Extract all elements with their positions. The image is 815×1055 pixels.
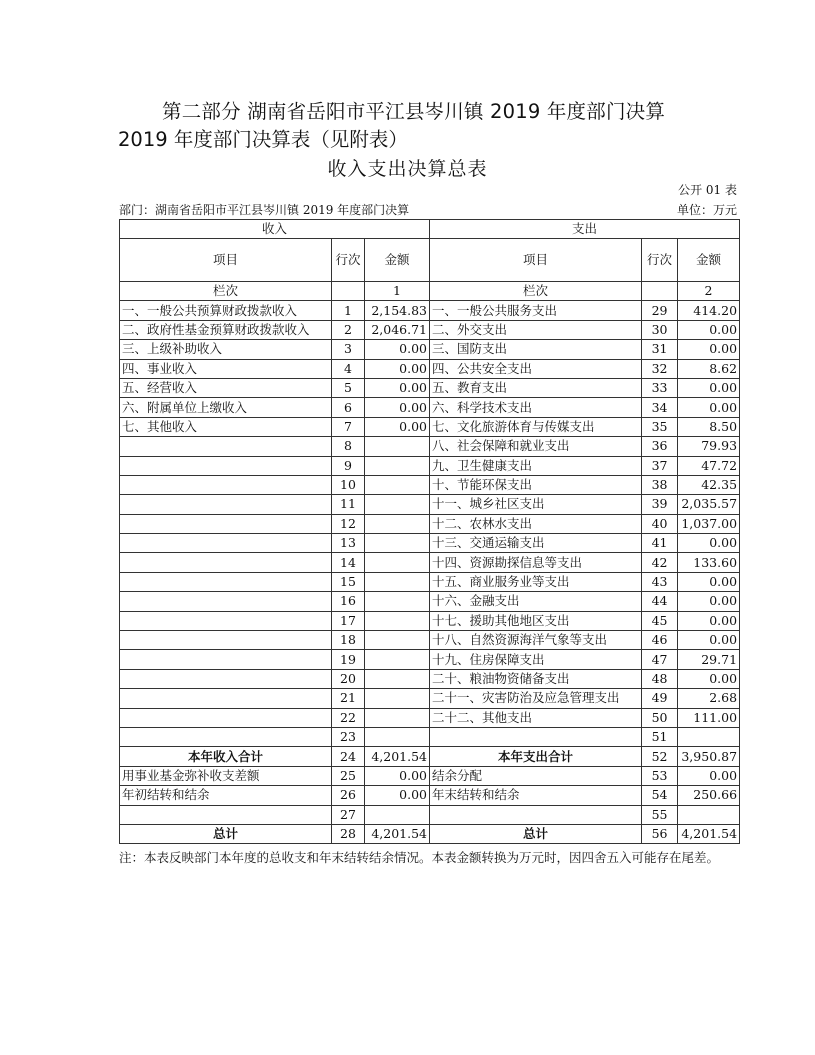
income-amount-cell: 0.00	[365, 398, 430, 417]
expense-amount-cell	[678, 727, 740, 746]
income-item-cell	[120, 514, 332, 533]
page-heading	[162, 96, 665, 124]
income-item-cell	[120, 631, 332, 650]
expense-item-cell: 十三、交通运输支出	[430, 534, 642, 553]
expense-amount-cell: 0.00	[678, 320, 740, 339]
expense-row-no-cell: 32	[642, 359, 678, 378]
income-item-cell	[120, 650, 332, 669]
expense-row-no-cell: 48	[642, 669, 678, 688]
expense-row-no-cell: 52	[642, 747, 678, 766]
expense-amount-cell: 0.00	[678, 631, 740, 650]
table-title: 收入支出决算总表	[327, 158, 488, 180]
expense-item-cell: 十六、金融支出	[430, 592, 642, 611]
column-number-row	[120, 282, 740, 301]
income-item-cell	[120, 611, 332, 630]
expense-row-no-cell: 30	[642, 320, 678, 339]
income-amount-cell	[365, 514, 430, 533]
expense-item-cell	[430, 727, 642, 746]
income-item-cell: 一、一般公共预算财政拨款收入	[120, 301, 332, 320]
income-item-cell: 六、附属单位上缴收入	[120, 398, 332, 417]
table-row	[120, 495, 740, 514]
expense-item-cell: 十八、自然资源海洋气象等支出	[430, 631, 642, 650]
expense-row-no-cell: 47	[642, 650, 678, 669]
expense-amount-cell: 42.35	[678, 475, 740, 494]
expense-item-cell: 二十、粮油物资储备支出	[430, 669, 642, 688]
income-item-cell: 五、经营收入	[120, 378, 332, 397]
income-amount-cell: 2,046.71	[365, 320, 430, 339]
expense-item-cell: 二十一、灾害防治及应急管理支出	[430, 689, 642, 708]
income-col-no-label: 栏次	[120, 282, 332, 301]
table-row	[120, 378, 740, 397]
table-row	[120, 747, 740, 766]
table-row	[120, 592, 740, 611]
income-amount-cell: 0.00	[365, 340, 430, 359]
section-header-row	[120, 220, 740, 239]
income-amount-cell	[365, 650, 430, 669]
income-row-no-cell: 3	[332, 340, 365, 359]
expense-amount-cell: 1,037.00	[678, 514, 740, 533]
table-row	[120, 708, 740, 727]
expense-amount-cell: 0.00	[678, 378, 740, 397]
table-row	[120, 340, 740, 359]
income-item-cell	[120, 669, 332, 688]
expense-amount-cell: 250.66	[678, 786, 740, 805]
income-item-cell: 七、其他收入	[120, 417, 332, 436]
income-item-cell	[120, 592, 332, 611]
expense-row-no-cell: 46	[642, 631, 678, 650]
expense-row-no-cell: 35	[642, 417, 678, 436]
expense-row-no-cell: 33	[642, 378, 678, 397]
expense-amount-cell: 8.62	[678, 359, 740, 378]
expense-amount-cell: 29.71	[678, 650, 740, 669]
income-row-no-cell: 2	[332, 320, 365, 339]
income-item-cell	[120, 437, 332, 456]
expense-item-cell: 二十二、其他支出	[430, 708, 642, 727]
income-item-cell: 二、政府性基金预算财政拨款收入	[120, 320, 332, 339]
income-row-no-cell: 10	[332, 475, 365, 494]
income-item-cell	[120, 534, 332, 553]
table-row	[120, 805, 740, 824]
expense-item-cell: 四、公共安全支出	[430, 359, 642, 378]
expense-item-cell: 九、卫生健康支出	[430, 456, 642, 475]
table-row	[120, 417, 740, 436]
income-item-cell	[120, 727, 332, 746]
income-row-no-cell: 27	[332, 805, 365, 824]
income-item-cell: 四、事业收入	[120, 359, 332, 378]
expense-row-no-cell: 38	[642, 475, 678, 494]
expense-col-no: 2	[678, 282, 740, 301]
expense-col-no-label: 栏次	[430, 282, 642, 301]
income-item-cell	[120, 475, 332, 494]
expense-item-cell: 一、一般公共服务支出	[430, 301, 642, 320]
expense-item-cell: 十、节能环保支出	[430, 475, 642, 494]
expense-amount-cell	[678, 805, 740, 824]
income-expense-table	[119, 219, 740, 844]
heading-title: 湖南省岳阳市平江县岑川镇 2019 年度部门决算	[247, 100, 666, 123]
department-label: 部门：湖南省岳阳市平江县岑川镇 2019 年度部门决算	[119, 203, 410, 217]
income-amount-cell: 2,154.83	[365, 301, 430, 320]
expense-item-cell: 总计	[430, 824, 642, 843]
expense-item-cell: 年末结转和结余	[430, 786, 642, 805]
expense-amount-cell: 0.00	[678, 766, 740, 785]
income-row-no-cell: 11	[332, 495, 365, 514]
income-amount-cell	[365, 553, 430, 572]
part-label: 第二部分	[162, 100, 241, 123]
income-row-no-cell: 25	[332, 766, 365, 785]
expense-row-no-cell: 31	[642, 340, 678, 359]
expense-row-no-cell: 43	[642, 572, 678, 591]
expense-item-cell: 本年支出合计	[430, 747, 642, 766]
table-row	[120, 611, 740, 630]
income-item-cell: 三、上级补助收入	[120, 340, 332, 359]
income-amount-cell: 0.00	[365, 786, 430, 805]
income-row-no-cell: 26	[332, 786, 365, 805]
expense-amount-cell: 0.00	[678, 340, 740, 359]
income-row-no-cell: 8	[332, 437, 365, 456]
table-row	[120, 669, 740, 688]
expense-row-no-cell: 53	[642, 766, 678, 785]
income-item-cell: 本年收入合计	[120, 747, 332, 766]
expense-amount-cell: 2.68	[678, 689, 740, 708]
income-row-no-cell: 22	[332, 708, 365, 727]
expense-row-no-cell: 49	[642, 689, 678, 708]
table-row	[120, 786, 740, 805]
income-amount-cell: 0.00	[365, 378, 430, 397]
expense-row-no-cell: 54	[642, 786, 678, 805]
income-row-no-cell: 23	[332, 727, 365, 746]
income-amount-cell	[365, 495, 430, 514]
expense-row-no-cell: 45	[642, 611, 678, 630]
income-row-no-cell: 18	[332, 631, 365, 650]
expense-item-header: 项目	[430, 239, 642, 282]
income-row-no-cell: 21	[332, 689, 365, 708]
expense-amount-cell: 111.00	[678, 708, 740, 727]
income-amount-header: 金额	[365, 239, 430, 282]
table-row	[120, 534, 740, 553]
income-item-cell	[120, 572, 332, 591]
table-row	[120, 553, 740, 572]
page-subheading: 2019 年度部门决算表（见附表）	[118, 128, 408, 151]
income-amount-cell	[365, 534, 430, 553]
expense-amount-header: 金额	[678, 239, 740, 282]
income-row-no-cell: 7	[332, 417, 365, 436]
expense-amount-cell: 0.00	[678, 669, 740, 688]
expense-item-cell: 十七、援助其他地区支出	[430, 611, 642, 630]
expense-row-no-cell: 29	[642, 301, 678, 320]
table-row	[120, 359, 740, 378]
income-row-no-cell: 20	[332, 669, 365, 688]
form-number: 公开 01 表	[678, 183, 737, 197]
income-amount-cell	[365, 689, 430, 708]
income-item-cell: 年初结转和结余	[120, 786, 332, 805]
unit-label: 单位：万元	[676, 203, 737, 217]
expense-row-no-header: 行次	[642, 239, 678, 282]
income-row-no-cell: 19	[332, 650, 365, 669]
expense-amount-cell: 0.00	[678, 611, 740, 630]
expense-item-cell: 六、科学技术支出	[430, 398, 642, 417]
expense-amount-cell: 2,035.57	[678, 495, 740, 514]
expense-row-no-cell: 40	[642, 514, 678, 533]
table-row	[120, 650, 740, 669]
income-amount-cell: 0.00	[365, 417, 430, 436]
expense-amount-cell: 0.00	[678, 592, 740, 611]
footnote: 注：本表反映部门本年度的总收支和年末结转结余情况。本表金额转换为万元时，因四舍五入可能存在尾差。	[119, 850, 720, 865]
income-row-no-cell: 5	[332, 378, 365, 397]
income-item-cell	[120, 495, 332, 514]
expense-row-no-cell: 56	[642, 824, 678, 843]
income-row-no-cell: 9	[332, 456, 365, 475]
table-row	[120, 689, 740, 708]
expense-row-no-cell: 36	[642, 437, 678, 456]
income-row-no-cell: 24	[332, 747, 365, 766]
expense-item-cell: 十二、农林水支出	[430, 514, 642, 533]
expense-item-cell: 结余分配	[430, 766, 642, 785]
expense-amount-cell: 3,950.87	[678, 747, 740, 766]
table-row	[120, 631, 740, 650]
income-amount-cell	[365, 708, 430, 727]
income-col-no-empty	[332, 282, 365, 301]
table-row	[120, 824, 740, 843]
income-item-cell	[120, 456, 332, 475]
expense-row-no-cell: 39	[642, 495, 678, 514]
expense-row-no-cell: 55	[642, 805, 678, 824]
expense-item-cell: 十四、资源勘探信息等支出	[430, 553, 642, 572]
expense-row-no-cell: 44	[642, 592, 678, 611]
income-item-cell	[120, 553, 332, 572]
income-section-header: 收入	[120, 220, 430, 239]
income-amount-cell	[365, 727, 430, 746]
table-row	[120, 727, 740, 746]
income-row-no-cell: 14	[332, 553, 365, 572]
income-amount-cell	[365, 805, 430, 824]
income-amount-cell: 0.00	[365, 766, 430, 785]
income-row-no-cell: 17	[332, 611, 365, 630]
income-amount-cell	[365, 592, 430, 611]
income-row-no-cell: 4	[332, 359, 365, 378]
expense-amount-cell: 8.50	[678, 417, 740, 436]
expense-row-no-cell: 50	[642, 708, 678, 727]
income-item-cell	[120, 708, 332, 727]
expense-item-cell: 八、社会保障和就业支出	[430, 437, 642, 456]
expense-item-cell	[430, 805, 642, 824]
expense-amount-cell: 0.00	[678, 398, 740, 417]
expense-amount-cell: 0.00	[678, 534, 740, 553]
table-row	[120, 572, 740, 591]
income-item-cell	[120, 805, 332, 824]
expense-row-no-cell: 41	[642, 534, 678, 553]
income-amount-cell	[365, 631, 430, 650]
table-row	[120, 320, 740, 339]
income-row-no-cell: 13	[332, 534, 365, 553]
table-row	[120, 437, 740, 456]
income-row-no-cell: 28	[332, 824, 365, 843]
table-row	[120, 766, 740, 785]
table-row	[120, 398, 740, 417]
income-amount-cell: 4,201.54	[365, 824, 430, 843]
income-amount-cell	[365, 669, 430, 688]
income-amount-cell	[365, 475, 430, 494]
expense-item-cell: 五、教育支出	[430, 378, 642, 397]
income-row-no-cell: 12	[332, 514, 365, 533]
expense-section-header: 支出	[430, 220, 740, 239]
expense-amount-cell: 4,201.54	[678, 824, 740, 843]
income-amount-cell	[365, 437, 430, 456]
table-row	[120, 301, 740, 320]
expense-amount-cell: 414.20	[678, 301, 740, 320]
income-row-no-header: 行次	[332, 239, 365, 282]
expense-row-no-cell: 42	[642, 553, 678, 572]
table-row	[120, 514, 740, 533]
income-amount-cell	[365, 456, 430, 475]
expense-item-cell: 十五、商业服务业等支出	[430, 572, 642, 591]
table-row	[120, 456, 740, 475]
income-amount-cell	[365, 572, 430, 591]
income-item-header: 项目	[120, 239, 332, 282]
income-row-no-cell: 6	[332, 398, 365, 417]
expense-amount-cell: 133.60	[678, 553, 740, 572]
income-item-cell	[120, 689, 332, 708]
expense-item-cell: 三、国防支出	[430, 340, 642, 359]
expense-amount-cell: 47.72	[678, 456, 740, 475]
expense-item-cell: 十九、住房保障支出	[430, 650, 642, 669]
expense-col-no-empty	[642, 282, 678, 301]
expense-row-no-cell: 34	[642, 398, 678, 417]
expense-row-no-cell: 51	[642, 727, 678, 746]
income-item-cell: 用事业基金弥补收支差额	[120, 766, 332, 785]
income-row-no-cell: 1	[332, 301, 365, 320]
income-row-no-cell: 15	[332, 572, 365, 591]
income-amount-cell	[365, 611, 430, 630]
income-item-cell: 总计	[120, 824, 332, 843]
income-row-no-cell: 16	[332, 592, 365, 611]
expense-row-no-cell: 37	[642, 456, 678, 475]
column-header-row	[120, 239, 740, 282]
income-amount-cell: 0.00	[365, 359, 430, 378]
expense-item-cell: 七、文化旅游体育与传媒支出	[430, 417, 642, 436]
expense-item-cell: 二、外交支出	[430, 320, 642, 339]
expense-amount-cell: 0.00	[678, 572, 740, 591]
table-row	[120, 475, 740, 494]
expense-amount-cell: 79.93	[678, 437, 740, 456]
income-amount-cell: 4,201.54	[365, 747, 430, 766]
expense-item-cell: 十一、城乡社区支出	[430, 495, 642, 514]
income-col-no: 1	[365, 282, 430, 301]
